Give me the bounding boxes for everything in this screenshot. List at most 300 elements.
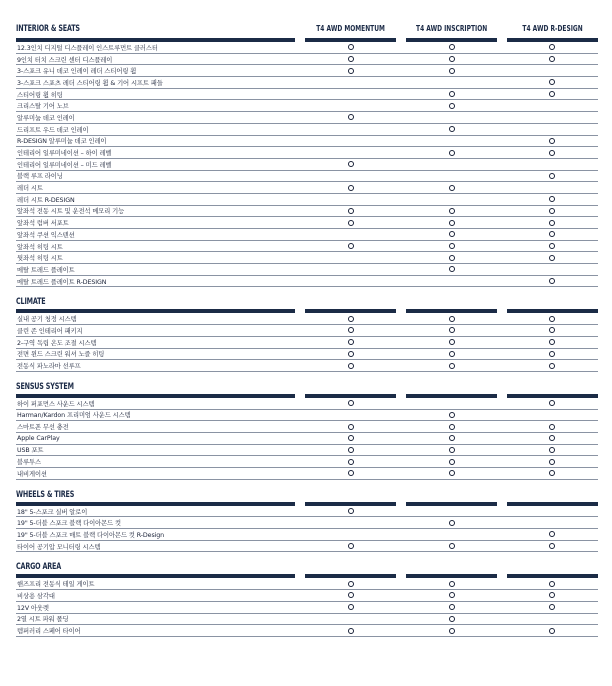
circle-icon bbox=[449, 592, 455, 598]
circle-icon bbox=[348, 316, 354, 322]
feature-label: 블루투스 bbox=[17, 459, 41, 467]
rule-gap bbox=[497, 38, 507, 42]
circle-icon bbox=[449, 616, 455, 622]
availability-cell bbox=[305, 182, 396, 193]
availability-cell bbox=[507, 529, 598, 540]
table-row bbox=[16, 136, 598, 148]
circle-icon bbox=[449, 243, 455, 249]
table-row bbox=[16, 252, 598, 264]
table-row bbox=[16, 349, 598, 361]
circle-icon bbox=[449, 543, 455, 549]
rule-gap bbox=[295, 38, 305, 42]
circle-icon bbox=[348, 628, 354, 634]
circle-icon bbox=[348, 581, 354, 587]
table-row bbox=[16, 124, 598, 136]
circle-icon bbox=[549, 363, 555, 369]
circle-icon bbox=[549, 531, 555, 537]
circle-icon bbox=[549, 592, 555, 598]
circle-icon bbox=[449, 581, 455, 587]
availability-cell bbox=[406, 206, 497, 217]
circle-icon bbox=[549, 435, 555, 441]
section-title: SENSUS SYSTEM bbox=[16, 380, 74, 391]
availability-cell bbox=[406, 65, 497, 76]
feature-label: 2열 시트 파워 폴딩 bbox=[17, 616, 69, 624]
table-row bbox=[16, 337, 598, 349]
circle-icon bbox=[348, 351, 354, 357]
availability-cell bbox=[305, 112, 396, 123]
rule-gap bbox=[295, 574, 305, 578]
circle-icon bbox=[449, 604, 455, 610]
availability-cell bbox=[406, 506, 497, 517]
rule-gap bbox=[396, 309, 406, 313]
circle-icon bbox=[348, 208, 354, 214]
circle-icon bbox=[348, 508, 354, 514]
availability-cell bbox=[507, 241, 598, 252]
circle-icon bbox=[449, 44, 455, 50]
circle-icon bbox=[549, 150, 555, 156]
availability-cell bbox=[305, 445, 396, 456]
availability-cell bbox=[406, 77, 497, 88]
table-row bbox=[16, 206, 598, 218]
rule-label bbox=[16, 502, 295, 506]
section-header bbox=[16, 287, 598, 309]
rule-label bbox=[16, 394, 295, 398]
table-row bbox=[16, 590, 598, 602]
availability-cell bbox=[507, 276, 598, 287]
circle-icon bbox=[549, 351, 555, 357]
spec-section bbox=[16, 372, 598, 480]
availability-cell bbox=[406, 124, 497, 135]
spec-section bbox=[16, 552, 598, 636]
rule-gap bbox=[295, 309, 305, 313]
section-header bbox=[16, 372, 598, 394]
availability-cell bbox=[406, 578, 497, 589]
availability-cell bbox=[406, 194, 497, 205]
availability-cell bbox=[507, 89, 598, 100]
availability-cell bbox=[406, 517, 497, 528]
availability-cell bbox=[507, 136, 598, 147]
feature-label: 드리프트 우드 데코 인레이 bbox=[17, 126, 89, 134]
availability-cell bbox=[406, 421, 497, 432]
availability-cell bbox=[305, 136, 396, 147]
circle-icon bbox=[348, 400, 354, 406]
availability-cell bbox=[507, 468, 598, 479]
table-row bbox=[16, 182, 598, 194]
availability-cell bbox=[305, 398, 396, 409]
circle-icon bbox=[449, 231, 455, 237]
availability-cell bbox=[507, 217, 598, 228]
circle-icon bbox=[549, 196, 555, 202]
circle-icon bbox=[348, 604, 354, 610]
availability-cell bbox=[305, 456, 396, 467]
feature-label: 알루미늄 데코 인레이 bbox=[17, 114, 75, 122]
feature-label: 앞좌석 쿠션 익스텐션 bbox=[17, 231, 75, 239]
availability-cell bbox=[305, 252, 396, 263]
availability-cell bbox=[507, 229, 598, 240]
availability-cell bbox=[507, 602, 598, 613]
circle-icon bbox=[348, 363, 354, 369]
circle-icon bbox=[549, 470, 555, 476]
circle-icon bbox=[449, 327, 455, 333]
availability-cell bbox=[305, 217, 396, 228]
feature-label: 2-구역 독립 온도 조절 시스템 bbox=[17, 339, 97, 347]
availability-cell bbox=[305, 590, 396, 601]
availability-cell bbox=[507, 421, 598, 432]
rule-label bbox=[16, 309, 295, 313]
circle-icon bbox=[449, 255, 455, 261]
circle-icon bbox=[449, 447, 455, 453]
circle-icon bbox=[449, 351, 455, 357]
availability-cell bbox=[305, 529, 396, 540]
availability-cell bbox=[305, 229, 396, 240]
circle-icon bbox=[449, 220, 455, 226]
availability-cell bbox=[305, 360, 396, 371]
feature-label: 템퍼러리 스페어 타이어 bbox=[17, 628, 81, 636]
availability-cell bbox=[406, 241, 497, 252]
feature-label: R-DESIGN 알루미늄 데코 인레이 bbox=[17, 138, 107, 146]
availability-cell bbox=[406, 276, 497, 287]
section-header bbox=[16, 480, 598, 502]
feature-label: 메탈 트레드 플레이트 R-DESIGN bbox=[17, 278, 107, 286]
circle-icon bbox=[549, 56, 555, 62]
table-row bbox=[16, 89, 598, 101]
circle-icon bbox=[549, 628, 555, 634]
availability-cell bbox=[507, 337, 598, 348]
feature-label: 크리스탈 기어 노브 bbox=[17, 103, 69, 111]
availability-cell bbox=[406, 433, 497, 444]
circle-icon bbox=[549, 208, 555, 214]
table-row bbox=[16, 77, 598, 89]
circle-icon bbox=[549, 339, 555, 345]
circle-icon bbox=[449, 150, 455, 156]
column-title: T4 AWD MOMENTUM bbox=[316, 24, 385, 33]
table-row bbox=[16, 217, 598, 229]
table-row bbox=[16, 410, 598, 422]
feature-label: 18" 5-스포크 실버 알로이 bbox=[17, 508, 88, 516]
rule-gap bbox=[396, 394, 406, 398]
circle-icon bbox=[449, 435, 455, 441]
feature-label: Harman/Kardon 프리미엄 사운드 시스템 bbox=[17, 412, 131, 420]
circle-icon bbox=[449, 412, 455, 418]
circle-icon bbox=[549, 581, 555, 587]
availability-cell bbox=[406, 229, 497, 240]
availability-cell bbox=[507, 159, 598, 170]
circle-icon bbox=[449, 208, 455, 214]
circle-icon bbox=[348, 339, 354, 345]
table-row bbox=[16, 398, 598, 410]
availability-cell bbox=[507, 147, 598, 158]
rule-label bbox=[16, 38, 295, 42]
availability-cell bbox=[406, 541, 497, 552]
availability-cell bbox=[406, 100, 497, 111]
circle-icon bbox=[348, 220, 354, 226]
circle-icon bbox=[549, 231, 555, 237]
rule-gap bbox=[497, 309, 507, 313]
circle-icon bbox=[348, 44, 354, 50]
circle-icon bbox=[348, 470, 354, 476]
circle-icon bbox=[348, 435, 354, 441]
table-row bbox=[16, 625, 598, 637]
availability-cell bbox=[507, 410, 598, 421]
availability-cell bbox=[305, 602, 396, 613]
availability-cell bbox=[305, 517, 396, 528]
availability-cell bbox=[406, 398, 497, 409]
circle-icon bbox=[549, 447, 555, 453]
circle-icon bbox=[348, 161, 354, 167]
availability-cell bbox=[305, 614, 396, 625]
column-title: T4 AWD INSCRIPTION bbox=[415, 24, 488, 33]
circle-icon bbox=[348, 185, 354, 191]
circle-icon bbox=[549, 255, 555, 261]
availability-cell bbox=[507, 77, 598, 88]
circle-icon bbox=[549, 459, 555, 465]
availability-cell bbox=[507, 264, 598, 275]
spec-section bbox=[16, 0, 598, 287]
table-row bbox=[16, 241, 598, 253]
section-title: CLIMATE bbox=[16, 296, 46, 307]
availability-cell bbox=[305, 206, 396, 217]
section-title: WHEELS & TIRES bbox=[16, 488, 75, 499]
availability-cell bbox=[507, 360, 598, 371]
feature-label: 실내 공기 청정 시스템 bbox=[17, 316, 77, 324]
table-row bbox=[16, 445, 598, 457]
feature-label: 3-스포크 유니 데코 인레이 레더 스티어링 휠 bbox=[17, 68, 137, 76]
feature-label: 앞좌석 히팅 시트 bbox=[17, 243, 63, 251]
table-row bbox=[16, 325, 598, 337]
table-row bbox=[16, 506, 598, 518]
circle-icon bbox=[549, 327, 555, 333]
availability-cell bbox=[406, 625, 497, 636]
feature-label: 하이 퍼포먼스 사운드 시스템 bbox=[17, 400, 95, 408]
circle-icon bbox=[449, 68, 455, 74]
circle-icon bbox=[549, 79, 555, 85]
circle-icon bbox=[449, 91, 455, 97]
availability-cell bbox=[406, 590, 497, 601]
circle-icon bbox=[348, 543, 354, 549]
availability-cell bbox=[305, 578, 396, 589]
feature-label: 핸즈프리 전동식 테일 게이트 bbox=[17, 581, 95, 589]
feature-label: 19" 5-더블 스포크 매트 블랙 다이아몬드 컷 R-Design bbox=[17, 531, 165, 539]
circle-icon bbox=[449, 363, 455, 369]
availability-cell bbox=[305, 194, 396, 205]
feature-label: 12.3인치 디지털 디스플레이 인스트루먼트 클러스터 bbox=[17, 44, 158, 52]
circle-icon bbox=[549, 91, 555, 97]
circle-icon bbox=[348, 592, 354, 598]
availability-cell bbox=[507, 325, 598, 336]
rule-gap bbox=[497, 502, 507, 506]
feature-label: 전동식 파노라마 선루프 bbox=[17, 363, 81, 371]
availability-cell bbox=[305, 65, 396, 76]
availability-cell bbox=[406, 313, 497, 324]
circle-icon bbox=[348, 447, 354, 453]
availability-cell bbox=[305, 147, 396, 158]
section-header bbox=[16, 552, 598, 574]
feature-label: 타이어 공기압 모니터링 시스템 bbox=[17, 543, 101, 551]
feature-label: 19" 5-더블 스포크 블랙 다이아몬드 컷 bbox=[17, 520, 121, 528]
feature-label: USB 포트 bbox=[17, 447, 44, 455]
column-title: T4 AWD R-DESIGN bbox=[522, 24, 583, 33]
availability-cell bbox=[406, 529, 497, 540]
availability-cell bbox=[507, 506, 598, 517]
table-row bbox=[16, 42, 598, 54]
circle-icon bbox=[449, 103, 455, 109]
circle-icon bbox=[348, 68, 354, 74]
feature-label: 전면 윈드 스크린 워셔 노즐 히팅 bbox=[17, 351, 105, 359]
availability-cell bbox=[406, 360, 497, 371]
circle-icon bbox=[549, 243, 555, 249]
feature-label: 레더 시트 bbox=[17, 185, 43, 193]
availability-cell bbox=[507, 252, 598, 263]
feature-label: 클린 존 인테리어 패키지 bbox=[17, 327, 83, 335]
spec-section bbox=[16, 287, 598, 371]
table-row bbox=[16, 614, 598, 626]
circle-icon bbox=[348, 56, 354, 62]
feature-label: 인테리어 일루미네이션 – 미드 레벨 bbox=[17, 161, 112, 169]
availability-cell bbox=[507, 398, 598, 409]
circle-icon bbox=[549, 604, 555, 610]
table-row bbox=[16, 421, 598, 433]
availability-cell bbox=[406, 147, 497, 158]
availability-cell bbox=[305, 276, 396, 287]
table-row bbox=[16, 159, 598, 171]
availability-cell bbox=[406, 112, 497, 123]
availability-cell bbox=[507, 112, 598, 123]
circle-icon bbox=[449, 316, 455, 322]
circle-icon bbox=[449, 459, 455, 465]
availability-cell bbox=[406, 337, 497, 348]
feature-label: 메탈 트레드 플레이트 bbox=[17, 266, 75, 274]
availability-cell bbox=[406, 89, 497, 100]
feature-label: 앞좌석 럼버 서포트 bbox=[17, 220, 69, 228]
circle-icon bbox=[449, 424, 455, 430]
circle-icon bbox=[449, 339, 455, 345]
table-row bbox=[16, 147, 598, 159]
availability-cell bbox=[305, 264, 396, 275]
availability-cell bbox=[507, 590, 598, 601]
circle-icon bbox=[449, 628, 455, 634]
circle-icon bbox=[549, 543, 555, 549]
availability-cell bbox=[305, 506, 396, 517]
table-row bbox=[16, 112, 598, 124]
circle-icon bbox=[449, 266, 455, 272]
availability-cell bbox=[406, 171, 497, 182]
table-row bbox=[16, 529, 598, 541]
table-row bbox=[16, 313, 598, 325]
availability-cell bbox=[406, 136, 497, 147]
feature-label: 3-스포크 스포츠 레더 스티어링 휠 & 기어 시프트 패들 bbox=[17, 79, 163, 87]
feature-label: 레더 시트 R-DESIGN bbox=[17, 196, 75, 204]
feature-label: 9인치 터치 스크린 센터 디스플레이 bbox=[17, 56, 113, 64]
availability-cell bbox=[507, 578, 598, 589]
availability-cell bbox=[305, 100, 396, 111]
table-row bbox=[16, 100, 598, 112]
section-header bbox=[16, 0, 598, 38]
circle-icon bbox=[549, 278, 555, 284]
availability-cell bbox=[507, 349, 598, 360]
availability-cell bbox=[305, 325, 396, 336]
feature-label: 스티어링 휠 히팅 bbox=[17, 91, 63, 99]
table-row bbox=[16, 65, 598, 77]
availability-cell bbox=[507, 182, 598, 193]
availability-cell bbox=[507, 517, 598, 528]
availability-cell bbox=[406, 217, 497, 228]
availability-cell bbox=[305, 54, 396, 65]
availability-cell bbox=[305, 241, 396, 252]
availability-cell bbox=[507, 100, 598, 111]
feature-label: 스마트폰 무선 충전 bbox=[17, 424, 69, 432]
circle-icon bbox=[348, 114, 354, 120]
table-row bbox=[16, 54, 598, 66]
table-row bbox=[16, 264, 598, 276]
availability-cell bbox=[507, 124, 598, 135]
circle-icon bbox=[348, 243, 354, 249]
availability-cell bbox=[305, 313, 396, 324]
circle-icon bbox=[348, 424, 354, 430]
rule-gap bbox=[295, 394, 305, 398]
circle-icon bbox=[348, 327, 354, 333]
availability-cell bbox=[507, 206, 598, 217]
feature-label: 12V 아웃렛 bbox=[17, 604, 49, 612]
availability-cell bbox=[507, 171, 598, 182]
availability-cell bbox=[305, 124, 396, 135]
availability-cell bbox=[305, 349, 396, 360]
feature-label: 뒷좌석 히팅 시트 bbox=[17, 255, 63, 263]
table-row bbox=[16, 171, 598, 183]
feature-label: 앞좌석 전동 시트 및 운전석 메모리 기능 bbox=[17, 208, 125, 216]
circle-icon bbox=[549, 316, 555, 322]
availability-cell bbox=[406, 159, 497, 170]
circle-icon bbox=[549, 173, 555, 179]
availability-cell bbox=[305, 337, 396, 348]
feature-label: 블랙 루프 라이닝 bbox=[17, 173, 63, 181]
availability-cell bbox=[507, 614, 598, 625]
rule-gap bbox=[497, 574, 507, 578]
circle-icon bbox=[549, 44, 555, 50]
feature-label: Apple CarPlay bbox=[17, 434, 60, 442]
circle-icon bbox=[449, 185, 455, 191]
circle-icon bbox=[549, 138, 555, 144]
table-row bbox=[16, 229, 598, 241]
availability-cell bbox=[305, 77, 396, 88]
circle-icon bbox=[449, 126, 455, 132]
section-title: CARGO AREA bbox=[16, 561, 62, 572]
availability-cell bbox=[305, 468, 396, 479]
availability-cell bbox=[305, 421, 396, 432]
table-row bbox=[16, 433, 598, 445]
table-row bbox=[16, 194, 598, 206]
circle-icon bbox=[549, 400, 555, 406]
table-row bbox=[16, 578, 598, 590]
circle-icon bbox=[549, 424, 555, 430]
availability-cell bbox=[406, 42, 497, 53]
rule-gap bbox=[396, 574, 406, 578]
availability-cell bbox=[507, 433, 598, 444]
availability-cell bbox=[507, 456, 598, 467]
rule-gap bbox=[396, 502, 406, 506]
circle-icon bbox=[549, 220, 555, 226]
availability-cell bbox=[305, 89, 396, 100]
availability-cell bbox=[406, 445, 497, 456]
table-row bbox=[16, 468, 598, 480]
availability-cell bbox=[507, 65, 598, 76]
table-row bbox=[16, 541, 598, 553]
rule-gap bbox=[396, 38, 406, 42]
availability-cell bbox=[507, 194, 598, 205]
availability-cell bbox=[406, 54, 497, 65]
feature-label: 내비게이션 bbox=[17, 470, 47, 478]
table-row bbox=[16, 517, 598, 529]
availability-cell bbox=[507, 54, 598, 65]
